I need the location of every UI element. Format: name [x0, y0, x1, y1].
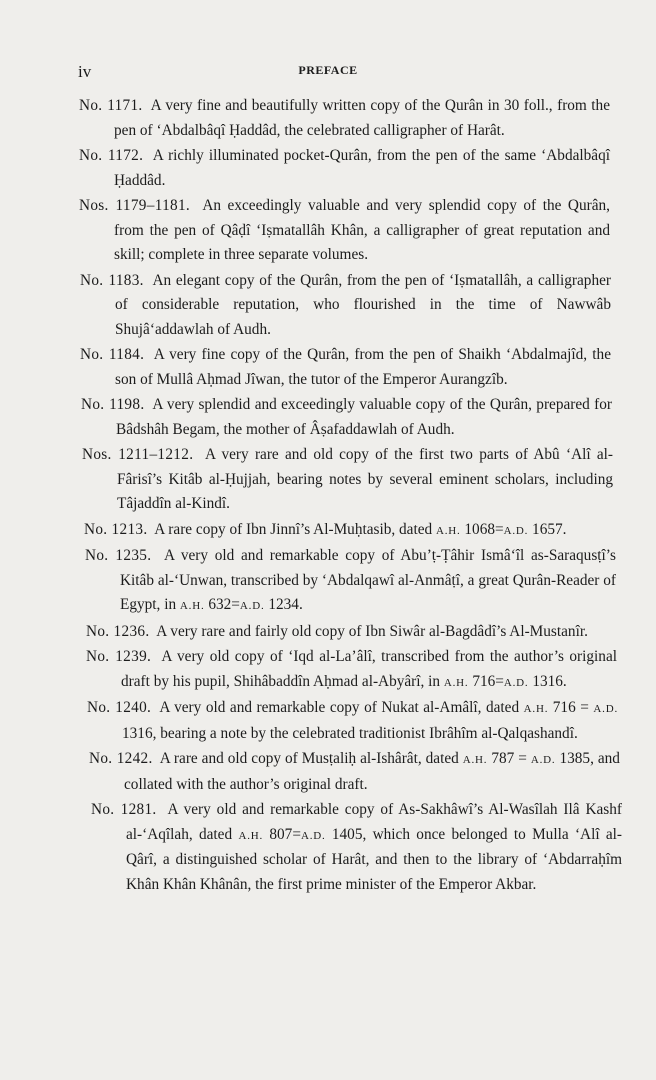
- running-title: PREFACE: [298, 63, 358, 77]
- entry-1211-1212: [82, 443, 613, 517]
- era-ah: A.H.: [523, 703, 549, 715]
- entry-text: A very rare and fairly old copy of Ibn Siwâr al-Bagdâdî’s Al-Mustanîr.: [156, 622, 588, 640]
- era-ad: A.D.: [239, 600, 265, 612]
- entry-number: No. 1242.: [89, 750, 153, 767]
- entry-1172: [79, 144, 610, 193]
- era-ad: A.D.: [503, 524, 529, 537]
- era-ah: A.H.: [238, 829, 264, 842]
- entry-1242: No. 1242. A rare and old copy of Musṭaliḥ al-Ishârât, dated A.H. 787 = A.D. 1385, and collated with the author’s original draft.: [89, 750, 620, 793]
- entry-1281: No. 1281. A very old and remarkable copy of As-Sakhâwî’s Al-Wasîlah Ilâ Kashf al-‘Aqîlah, dated A.H. 807=A.D. 1405, which once belonged to Mulla ‘Alî al-Qârî, a distinguished scholar of Harât, and then to the library of ‘Abdarraḥîm Khân Khân Khânân, the first prime minister of the Emperor Akbar.: [91, 801, 623, 893]
- entry-text: A very old and remarkable copy of Nukat al-Amâlî, dated: [159, 699, 520, 716]
- entry-1171: [79, 94, 610, 143]
- entry-number: No. 1236.: [86, 622, 150, 640]
- entry-text: A very old and remarkable copy of Abu’ṭ-Ṭâhir Ismâ‘îl as-Saraqusṭî’s Kitâb al-‘Unwan, transcribed by ‘Abdalqawî al-Anmâṭî, a great Qurân-Reader of Egypt, in: [120, 547, 616, 613]
- entry-number: No. 1198.: [81, 396, 145, 413]
- entry-1183: [80, 269, 611, 343]
- era-ad: A.D.: [593, 703, 619, 715]
- entry-1235: No. 1235. A very old and remarkable copy of Abu’ṭ-Ṭâhir Ismâ‘îl as-Saraqusṭî’s Kitâb al-‘Unwan, transcribed by ‘Abdalqawî al-Anmâṭî, a great Qurân-Reader of Egypt, in A.H. 632=A.D. 1234.: [85, 547, 616, 613]
- entry-text: A very splendid and exceedingly valuable copy of the Qurân, prepared for Bâdshâh Begam, the mother of Âṣafaddawlah of Audh.: [116, 396, 613, 438]
- entry-number: Nos. 1211–1212.: [82, 446, 194, 463]
- entry-text: A very old and remarkable copy of As-Sakhâwî’s Al-Wasîlah Ilâ Kashf al-‘Aqîlah, dated: [126, 801, 622, 843]
- entry-text: A very rare and old copy of the first two parts of Abû ‘Alî al-Fârisî’s Kitâb al-Ḥujjah, bearing notes by several eminent scholars, including Tâjaddîn al-Kindî.: [117, 446, 614, 512]
- era-ah: A.H.: [443, 676, 469, 689]
- entry-text: A richly illuminated pocket-Qurân, from the pen of the same ‘Abdalbâqî Ḥaddâd.: [114, 147, 610, 189]
- entry-number: No. 1184.: [80, 346, 145, 363]
- entry-text: A very fine and beautifully written copy of the Qurân in 30 foll., from the pen of ‘Abdalbâqî Ḥaddâd, the celebrated calligrapher of Harât.: [114, 97, 610, 139]
- era-ad: A.D.: [530, 754, 556, 766]
- entry-1236: [86, 620, 617, 645]
- entry-number: No. 1239.: [86, 648, 152, 665]
- entry-1240: No. 1240. A very old and remarkable copy of Nukat al-Amâlî, dated A.H. 716 = A.D. 1316, bearing a note by the celebrated traditionist Ibrâhîm al-Qalqashandî.: [87, 699, 619, 742]
- entry-1213: No. 1213. A rare copy of Ibn Jinnî’s Al-Muḥtasib, dated A.H. 1068=A.D. 1657.: [84, 520, 567, 538]
- entry-number: Nos. 1179–1181.: [79, 197, 191, 214]
- page-header: [0, 62, 656, 82]
- page-number: iv: [78, 62, 92, 81]
- entry-1184: [80, 343, 611, 392]
- entry-text: An elegant copy of the Qurân, from the pen of ‘Iṣmatallâh, a calligrapher of considerable reputation, who flourished in the time of Nawwâb Shujâ‘addawlah of Audh.: [115, 271, 611, 338]
- entry-number: No. 1171.: [79, 97, 143, 114]
- entry-text: An exceedingly valuable and very splendid copy of the Qurân, from the pen of Qâḍî ‘Iṣmatallâh Khân, a calligrapher of great reputation and skill; complete in three separate volumes.: [114, 197, 610, 263]
- entry-number: No. 1172.: [79, 147, 144, 164]
- entry-number: No. 1240.: [87, 699, 152, 716]
- entry-text: A rare copy of Ibn Jinnî’s Al-Muḥtasib, dated: [154, 520, 433, 538]
- era-ah: A.H.: [179, 600, 205, 612]
- entry-number: No. 1281.: [91, 801, 157, 818]
- entry-number: No. 1183.: [80, 271, 144, 289]
- manuscript-list: [0, 94, 656, 898]
- entry-text: A very fine copy of the Qurân, from the pen of Shaikh ‘Abdalmajîd, the son of Mullâ Aḥmad Jîwan, the tutor of the Emperor Aurangzîb.: [115, 346, 611, 388]
- era-ad: A.D.: [503, 676, 529, 689]
- entry-number: No. 1235.: [85, 547, 152, 564]
- entry-number: No. 1213.: [84, 520, 148, 538]
- era-ah: A.H.: [462, 754, 488, 766]
- era-ah: A.H.: [435, 524, 461, 537]
- entry-1239: No. 1239. A very old copy of ‘Iqd al-La’âlî, transcribed from the author’s original draft by his pupil, Shihâbaddîn Aḥmad al-Abyârî, in A.H. 716=A.D. 1316.: [86, 648, 617, 690]
- entry-text: A rare and old copy of Musṭaliḥ al-Ishârât, dated: [159, 750, 459, 767]
- entry-text: A very old copy of ‘Iqd al-La’âlî, transcribed from the author’s original draft by his pupil, Shihâbaddîn Aḥmad al-Abyârî, in: [121, 648, 617, 690]
- entry-1198: [81, 393, 612, 442]
- entry-1179-1181: [79, 194, 610, 268]
- era-ad: A.D.: [300, 829, 326, 842]
